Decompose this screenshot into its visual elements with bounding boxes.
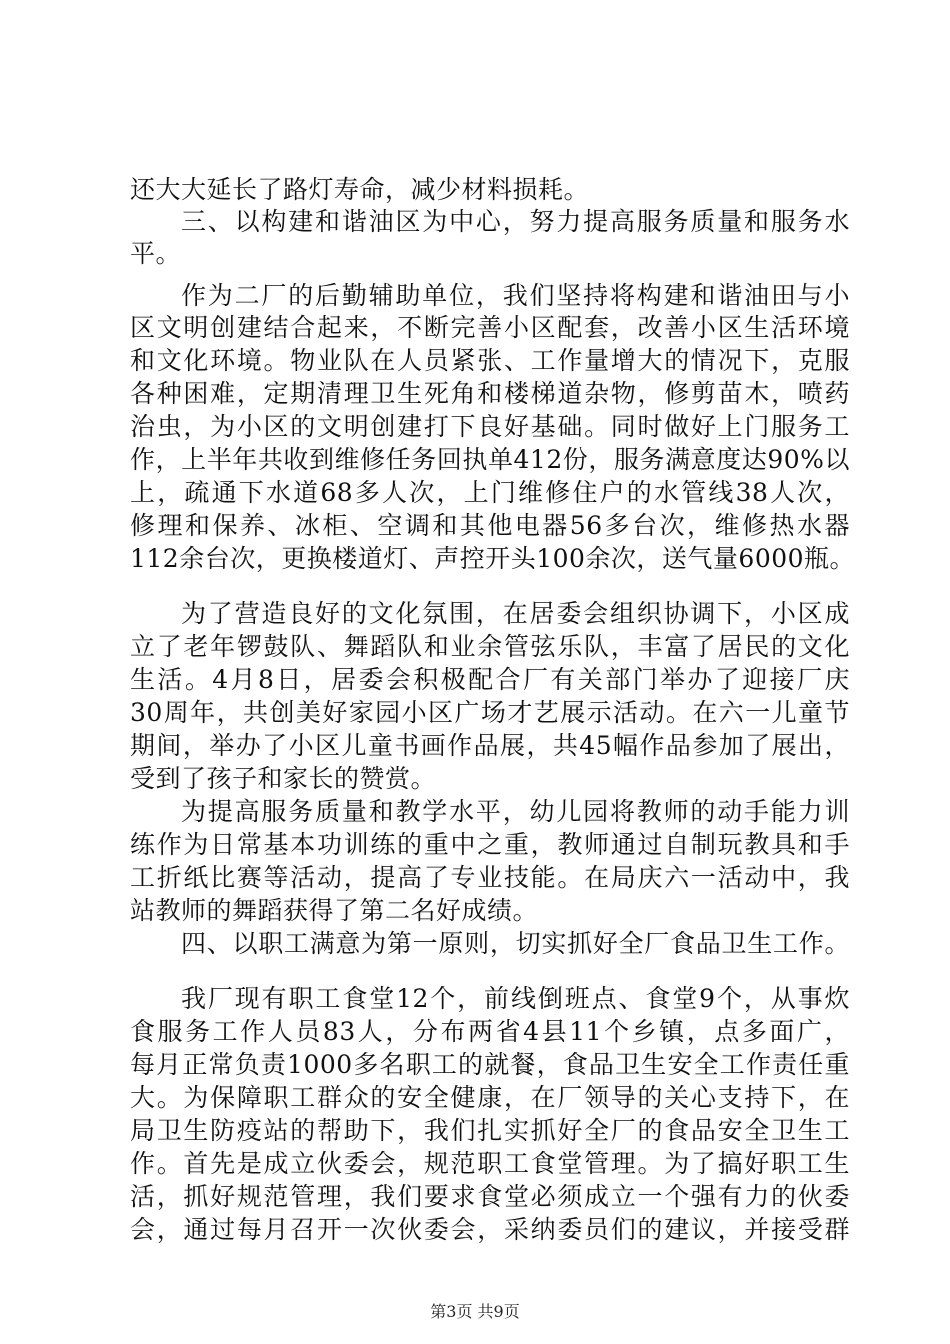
text-line: 生活。4月8日，居委会积极配合厂有关部门举办了迎接厂庆 [130, 665, 850, 694]
text-line: 立了老年锣鼓队、舞蹈队和业余管弦乐队，丰富了居民的文化 [130, 632, 850, 661]
text-line: 我厂现有职工食堂12个，前线倒班点、食堂9个，从事炊 [181, 984, 850, 1013]
text-line: 食服务工作人员83人，分布两省4县11个乡镇，点多面广， [130, 1017, 850, 1046]
text-line: 为了营造良好的文化氛围，在居委会组织协调下，小区成 [181, 599, 850, 628]
text-line: 站教师的舞蹈获得了第二名好成绩。 [130, 896, 539, 925]
text-line: 还大大延长了路灯寿命，减少材料损耗。 [130, 175, 590, 204]
text-line: 平。 [130, 239, 182, 268]
text-line: 练作为日常基本功训练的重中之重，教师通过自制玩教具和手 [130, 830, 850, 859]
text-line: 每月正常负责1000多名职工的就餐，食品卫生安全工作责任重 [130, 1050, 850, 1079]
page-number-footer: 第3页 共9页 [430, 1302, 520, 1321]
text-line: 作。首先是成立伙委会，规范职工食堂管理。为了搞好职工生 [130, 1149, 850, 1178]
text-line: 会，通过每月召开一次伙委会，采纳委员们的建议，并接受群 [130, 1215, 850, 1244]
text-line: 作为二厂的后勤辅助单位，我们坚持将构建和谐油田与小 [181, 281, 850, 310]
text-line: 活，抓好规范管理，我们要求食堂必须成立一个强有力的伙委 [130, 1182, 850, 1211]
text-line: 30周年，共创美好家园小区广场才艺展示活动。在六一儿童节 [130, 698, 850, 727]
text-line: 为提高服务质量和教学水平，幼儿园将教师的动手能力训 [181, 797, 850, 826]
text-line: 受到了孩子和家长的赞赏。 [130, 764, 437, 793]
text-line: 作，上半年共收到维修任务回执单412份，服务满意度达90%以 [130, 445, 850, 474]
section-heading-3: 三、以构建和谐油区为中心，努力提高服务质量和服务水 [181, 207, 850, 236]
text-line: 112余台次，更换楼道灯、声控开头100余次，送气量6000瓶。 [130, 544, 856, 573]
text-line: 区文明创建结合起来，不断完善小区配套，改善小区生活环境 [130, 313, 850, 342]
text-line: 局卫生防疫站的帮助下，我们扎实抓好全厂的食品安全卫生工 [130, 1116, 850, 1145]
text-line: 上，疏通下水道68多人次，上门维修住户的水管线38人次， [130, 478, 850, 507]
text-line: 大。为保障职工群众的安全健康，在厂领导的关心支持下，在 [130, 1083, 850, 1112]
text-line: 修理和保养、冰柜、空调和其他电器56多台次，维修热水器 [130, 511, 850, 540]
text-line: 各种困难，定期清理卫生死角和楼梯道杂物，修剪苗木，喷药 [130, 379, 850, 408]
text-line: 期间，举办了小区儿童书画作品展，共45幅作品参加了展出， [130, 731, 850, 760]
text-line: 和文化环境。物业队在人员紧张、工作量增大的情况下，克服 [130, 346, 850, 375]
section-heading-4: 四、以职工满意为第一原则，切实抓好全厂食品卫生工作。 [181, 929, 850, 958]
text-line: 治虫，为小区的文明创建打下良好基础。同时做好上门服务工 [130, 412, 850, 441]
text-line: 工折纸比赛等活动，提高了专业技能。在局庆六一活动中，我 [130, 863, 850, 892]
